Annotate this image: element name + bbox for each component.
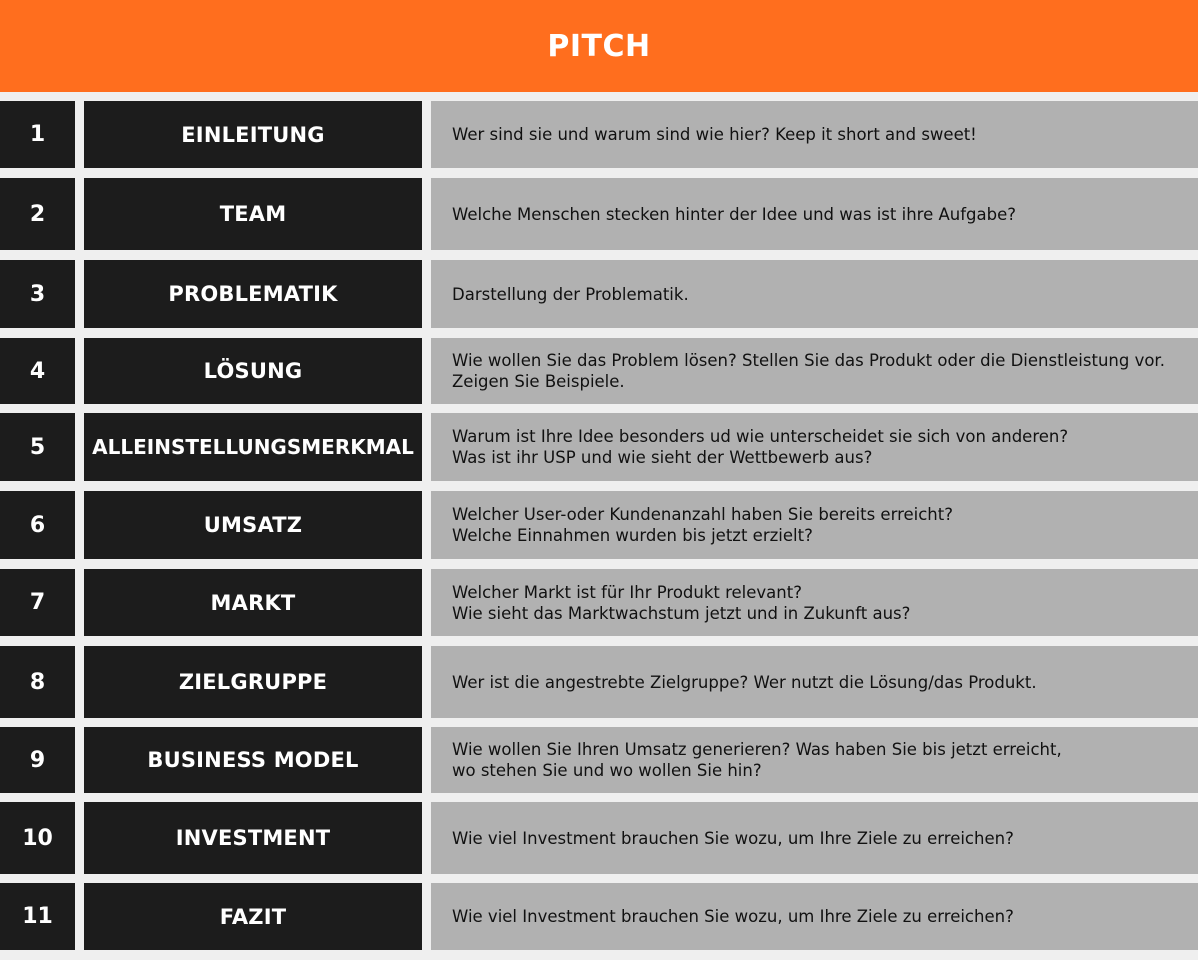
row-number: 8	[0, 646, 75, 718]
row-description: Wer sind sie und warum sind wie hier? Keep it short and sweet!	[431, 101, 1198, 168]
row-number: 6	[0, 491, 75, 559]
page-title: PITCH	[0, 0, 1198, 92]
table-row	[0, 883, 1198, 950]
row-description: Wer ist die angestrebte Zielgruppe? Wer nutzt die Lösung/das Produkt.	[431, 646, 1198, 718]
row-number: 5	[0, 413, 75, 481]
table-row	[0, 413, 1198, 481]
row-description: Welcher User-oder Kundenanzahl haben Sie bereits erreicht? Welche Einnahmen wurden bis jetzt erzielt?	[431, 491, 1198, 559]
row-title: TEAM	[84, 178, 422, 250]
row-description: Wie wollen Sie das Problem lösen? Stellen Sie das Produkt oder die Dienstleistung vor. Zeigen Sie Beispiele.	[431, 338, 1198, 404]
row-number: 7	[0, 569, 75, 636]
row-description: Warum ist Ihre Idee besonders ud wie unterscheidet sie sich von anderen? Was ist ihr USP und wie sieht der Wettbewerb aus?	[431, 413, 1198, 481]
row-title: MARKT	[84, 569, 422, 636]
table-row	[0, 569, 1198, 636]
table-row	[0, 338, 1198, 404]
row-number: 4	[0, 338, 75, 404]
row-number: 2	[0, 178, 75, 250]
row-title: PROBLEMATIK	[84, 260, 422, 328]
row-number: 9	[0, 727, 75, 793]
row-description: Wie wollen Sie Ihren Umsatz generieren? Was haben Sie bis jetzt erreicht, wo stehen Sie und wo wollen Sie hin?	[431, 727, 1198, 793]
row-number: 11	[0, 883, 75, 950]
row-description: Wie viel Investment brauchen Sie wozu, um Ihre Ziele zu erreichen?	[431, 883, 1198, 950]
row-title: UMSATZ	[84, 491, 422, 559]
table-row	[0, 101, 1198, 168]
row-description: Wie viel Investment brauchen Sie wozu, um Ihre Ziele zu erreichen?	[431, 802, 1198, 874]
row-title: INVESTMENT	[84, 802, 422, 874]
row-title: LÖSUNG	[84, 338, 422, 404]
row-title: ZIELGRUPPE	[84, 646, 422, 718]
row-number: 10	[0, 802, 75, 874]
row-title: FAZIT	[84, 883, 422, 950]
table-row	[0, 178, 1198, 250]
table-row	[0, 646, 1198, 718]
row-description: Welcher Markt ist für Ihr Produkt relevant? Wie sieht das Marktwachstum jetzt und in Zukunft aus?	[431, 569, 1198, 636]
row-description: Welche Menschen stecken hinter der Idee und was ist ihre Aufgabe?	[431, 178, 1198, 250]
row-number: 3	[0, 260, 75, 328]
table-row	[0, 491, 1198, 559]
row-description: Darstellung der Problematik.	[431, 260, 1198, 328]
row-title: EINLEITUNG	[84, 101, 422, 168]
row-title: ALLEINSTELLUNGSMERKMAL	[84, 413, 422, 481]
row-title: BUSINESS MODEL	[84, 727, 422, 793]
table-row	[0, 260, 1198, 328]
row-number: 1	[0, 101, 75, 168]
table-row	[0, 727, 1198, 793]
table-row	[0, 802, 1198, 874]
